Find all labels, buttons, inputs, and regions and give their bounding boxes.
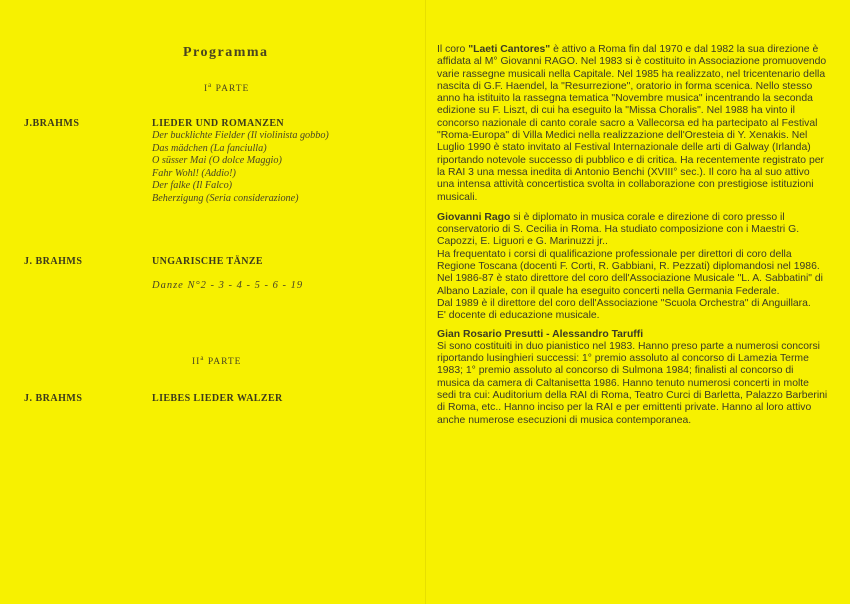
- rago-paragraph: Ha frequentato i corsi di qualificazione professionale per direttori di coro della Regione Toscana (docenti F. Corti, R. Gabbiani, R. Pezzati) diplomandosi nel 1986.: [437, 248, 820, 273]
- coro-name: "Laeti Cantores": [468, 44, 551, 55]
- song-list: [152, 130, 329, 206]
- rago-paragraph: E' docente di educazione musicale.: [437, 310, 600, 322]
- rago-paragraph: Giovanni Rago si è diplomato in musica corale e direzione di coro presso il conservatorio di S. Cecilia in Roma. Ha studiato composizione con i Maestri G. Capozzi, E. Liguori e G. Marinuzzi jr..: [437, 211, 800, 248]
- song-item: O süsser Mai (O dolce Maggio): [152, 155, 282, 167]
- biography-panel: [437, 44, 829, 427]
- section-heading-liebes: LIEBES LIEDER WALZER: [152, 393, 283, 404]
- song-item: Fahr Wohl! (Addio!): [152, 167, 236, 179]
- song-item: Der bucklichte Fielder (Il violinista gobbo): [152, 130, 329, 141]
- duo-names: Gian Rosario Presutti - Alessandro Taruffi: [437, 328, 644, 340]
- program-title: Programma: [183, 45, 269, 60]
- danze-list: Danze N°2 - 3 - 4 - 5 - 6 - 19: [152, 280, 304, 291]
- duo-paragraph: Si sono costituiti in duo pianistico nel 1983. Hanno preso parte a numerosi concorsi riportando lusinghieri successi: 1° premio assoluto al concorso di Lamezia Terme 1983; 1° premio assoluto al concorso di Sulmona 1984; finalisti al concorso di musica da camera di Caltanisetta 1986. Hanno tenuto numerosi concerti in molte sedi tra cui: Auditorium della RAI di Roma, Teatro Curci di Barletta, Palazzo Barberini di Roma, etc.. Hanno inciso per la RAI e per emittenti private. Hanno al loro attivo anche numerose esecuzioni di musica contemporanea.: [437, 340, 828, 426]
- composer-1: J.BRAHMS: [24, 118, 80, 129]
- rago-paragraph: Dal 1989 è il direttore del coro dell'Associazione "Scuola Orchestra" di Anguillara.: [437, 297, 811, 309]
- part-two-label: $II^a$ PARTE: [192, 354, 242, 368]
- section-heading-ungarische: UNGARISCHE TÄNZE: [152, 256, 263, 267]
- song-item: Beherzigung (Seria considerazione): [152, 192, 299, 204]
- page-fold: [425, 0, 426, 604]
- song-item: Der falke (Il Falco): [152, 180, 233, 192]
- section-heading-lieder: LIEDER UND ROMANZEN: [152, 118, 285, 129]
- composer-2: J. BRAHMS: [24, 256, 83, 267]
- rago-section: [437, 212, 829, 323]
- coro-paragraph: Il coro "Laeti Cantores" è attivo a Roma fin dal 1970 e dal 1982 la sua direzione è affidata al M° Giovanni RAGO. Nel 1983 si è costituito in Associazione promuovendo varie rassegne musicali nella Capitale. Nel 1985 ha realizzato, nel tricentenario della nascita di G.F. Haendel, la "Resurrezione", oratorio in forma scenica. Nello stesso anno ha istituito la rassegna tematica "Novembre musica" incentrando la seconda edizione su F. Liszt, di cui ha eseguito la "Missa Choralis". Nel 1988 ha vinto il concorso nazionale di canto corale sacro a Vallecorsa ed ha partecipato al Festival "Roma-Europa" di Villa Medici nella realizzazione dell'Oresteia di Y. Xenakis. Nel Luglio 1990 è stato invitato al Festival Internazionale delle arti di Galway (Irlanda) riportando notevole successo di pubblico e di critica. Ha recentemente registrato per la RAI 3 una messa inedita di Antonio Benchi (XVIII° sec.). Il coro ha al suo attivo una intensa attività concertistica svolta in collaborazione con prestigiose istituzioni musicali.: [437, 44, 827, 203]
- rago-name: Giovanni Rago: [437, 211, 511, 223]
- composer-3: J. BRAHMS: [24, 393, 83, 404]
- duo-section: [437, 329, 829, 427]
- part-one-label: $I^a$ PARTE: [204, 81, 250, 95]
- song-item: Das mädchen (La fanciulla): [152, 142, 267, 154]
- rago-paragraph: Nel 1986-87 è stato direttore del coro dell'Associazione Musicale "L. A. Sabbatini" di Albano Laziale, con il quale ha eseguito concerti nella Germania Federale.: [437, 273, 823, 297]
